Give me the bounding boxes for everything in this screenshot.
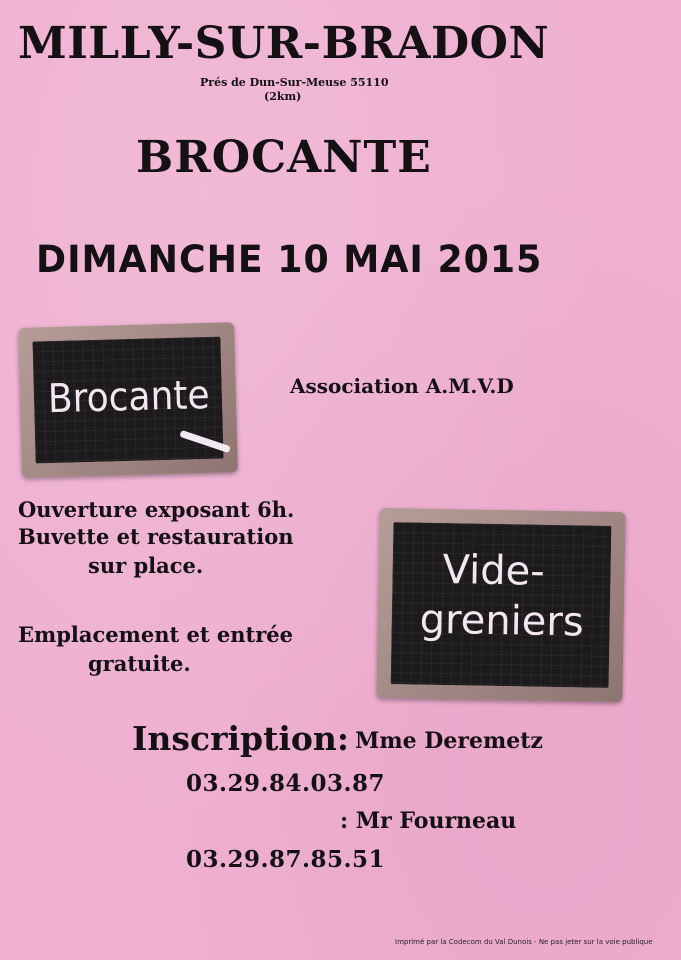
chalkboard-text: Brocante bbox=[47, 372, 211, 423]
event-title: BROCANTE bbox=[136, 132, 432, 183]
info-line-sur-place: sur place. bbox=[88, 553, 204, 578]
printer-footer: Imprimé par la Codecom du Val Dunois - Ne pas jeter sur la voie publique bbox=[395, 938, 653, 946]
chalkboard-text-line1: Vide- bbox=[442, 546, 546, 595]
contact-phone-2: 03.29.87.85.51 bbox=[186, 846, 386, 873]
info-line-buvette: Buvette et restauration bbox=[18, 524, 294, 549]
info-line-opening: Ouverture exposant 6h. bbox=[18, 497, 295, 522]
event-date: DIMANCHE 10 MAI 2015 bbox=[36, 238, 543, 281]
chalkboard-brocante-image bbox=[18, 322, 238, 478]
inscription-label: Inscription: bbox=[132, 719, 350, 758]
chalkboard-text-line2: greniers bbox=[419, 596, 585, 646]
contact-name-2: : Mr Fourneau bbox=[340, 808, 517, 834]
town-title: MILLY-SUR-BRADON bbox=[18, 18, 550, 69]
info-line-emplacement: Emplacement et entrée bbox=[18, 622, 293, 647]
chalkboard-vide-greniers-image bbox=[376, 508, 625, 702]
nearby-location: Prés de Dun-Sur-Meuse 55110 bbox=[200, 76, 389, 89]
contact-phone-1: 03.29.84.03.87 bbox=[186, 770, 386, 797]
association-name: Association A.M.V.D bbox=[290, 374, 514, 398]
info-line-gratuite: gratuite. bbox=[88, 651, 191, 676]
distance-note: (2km) bbox=[264, 90, 302, 103]
contact-name-1: Mme Deremetz bbox=[355, 728, 543, 754]
